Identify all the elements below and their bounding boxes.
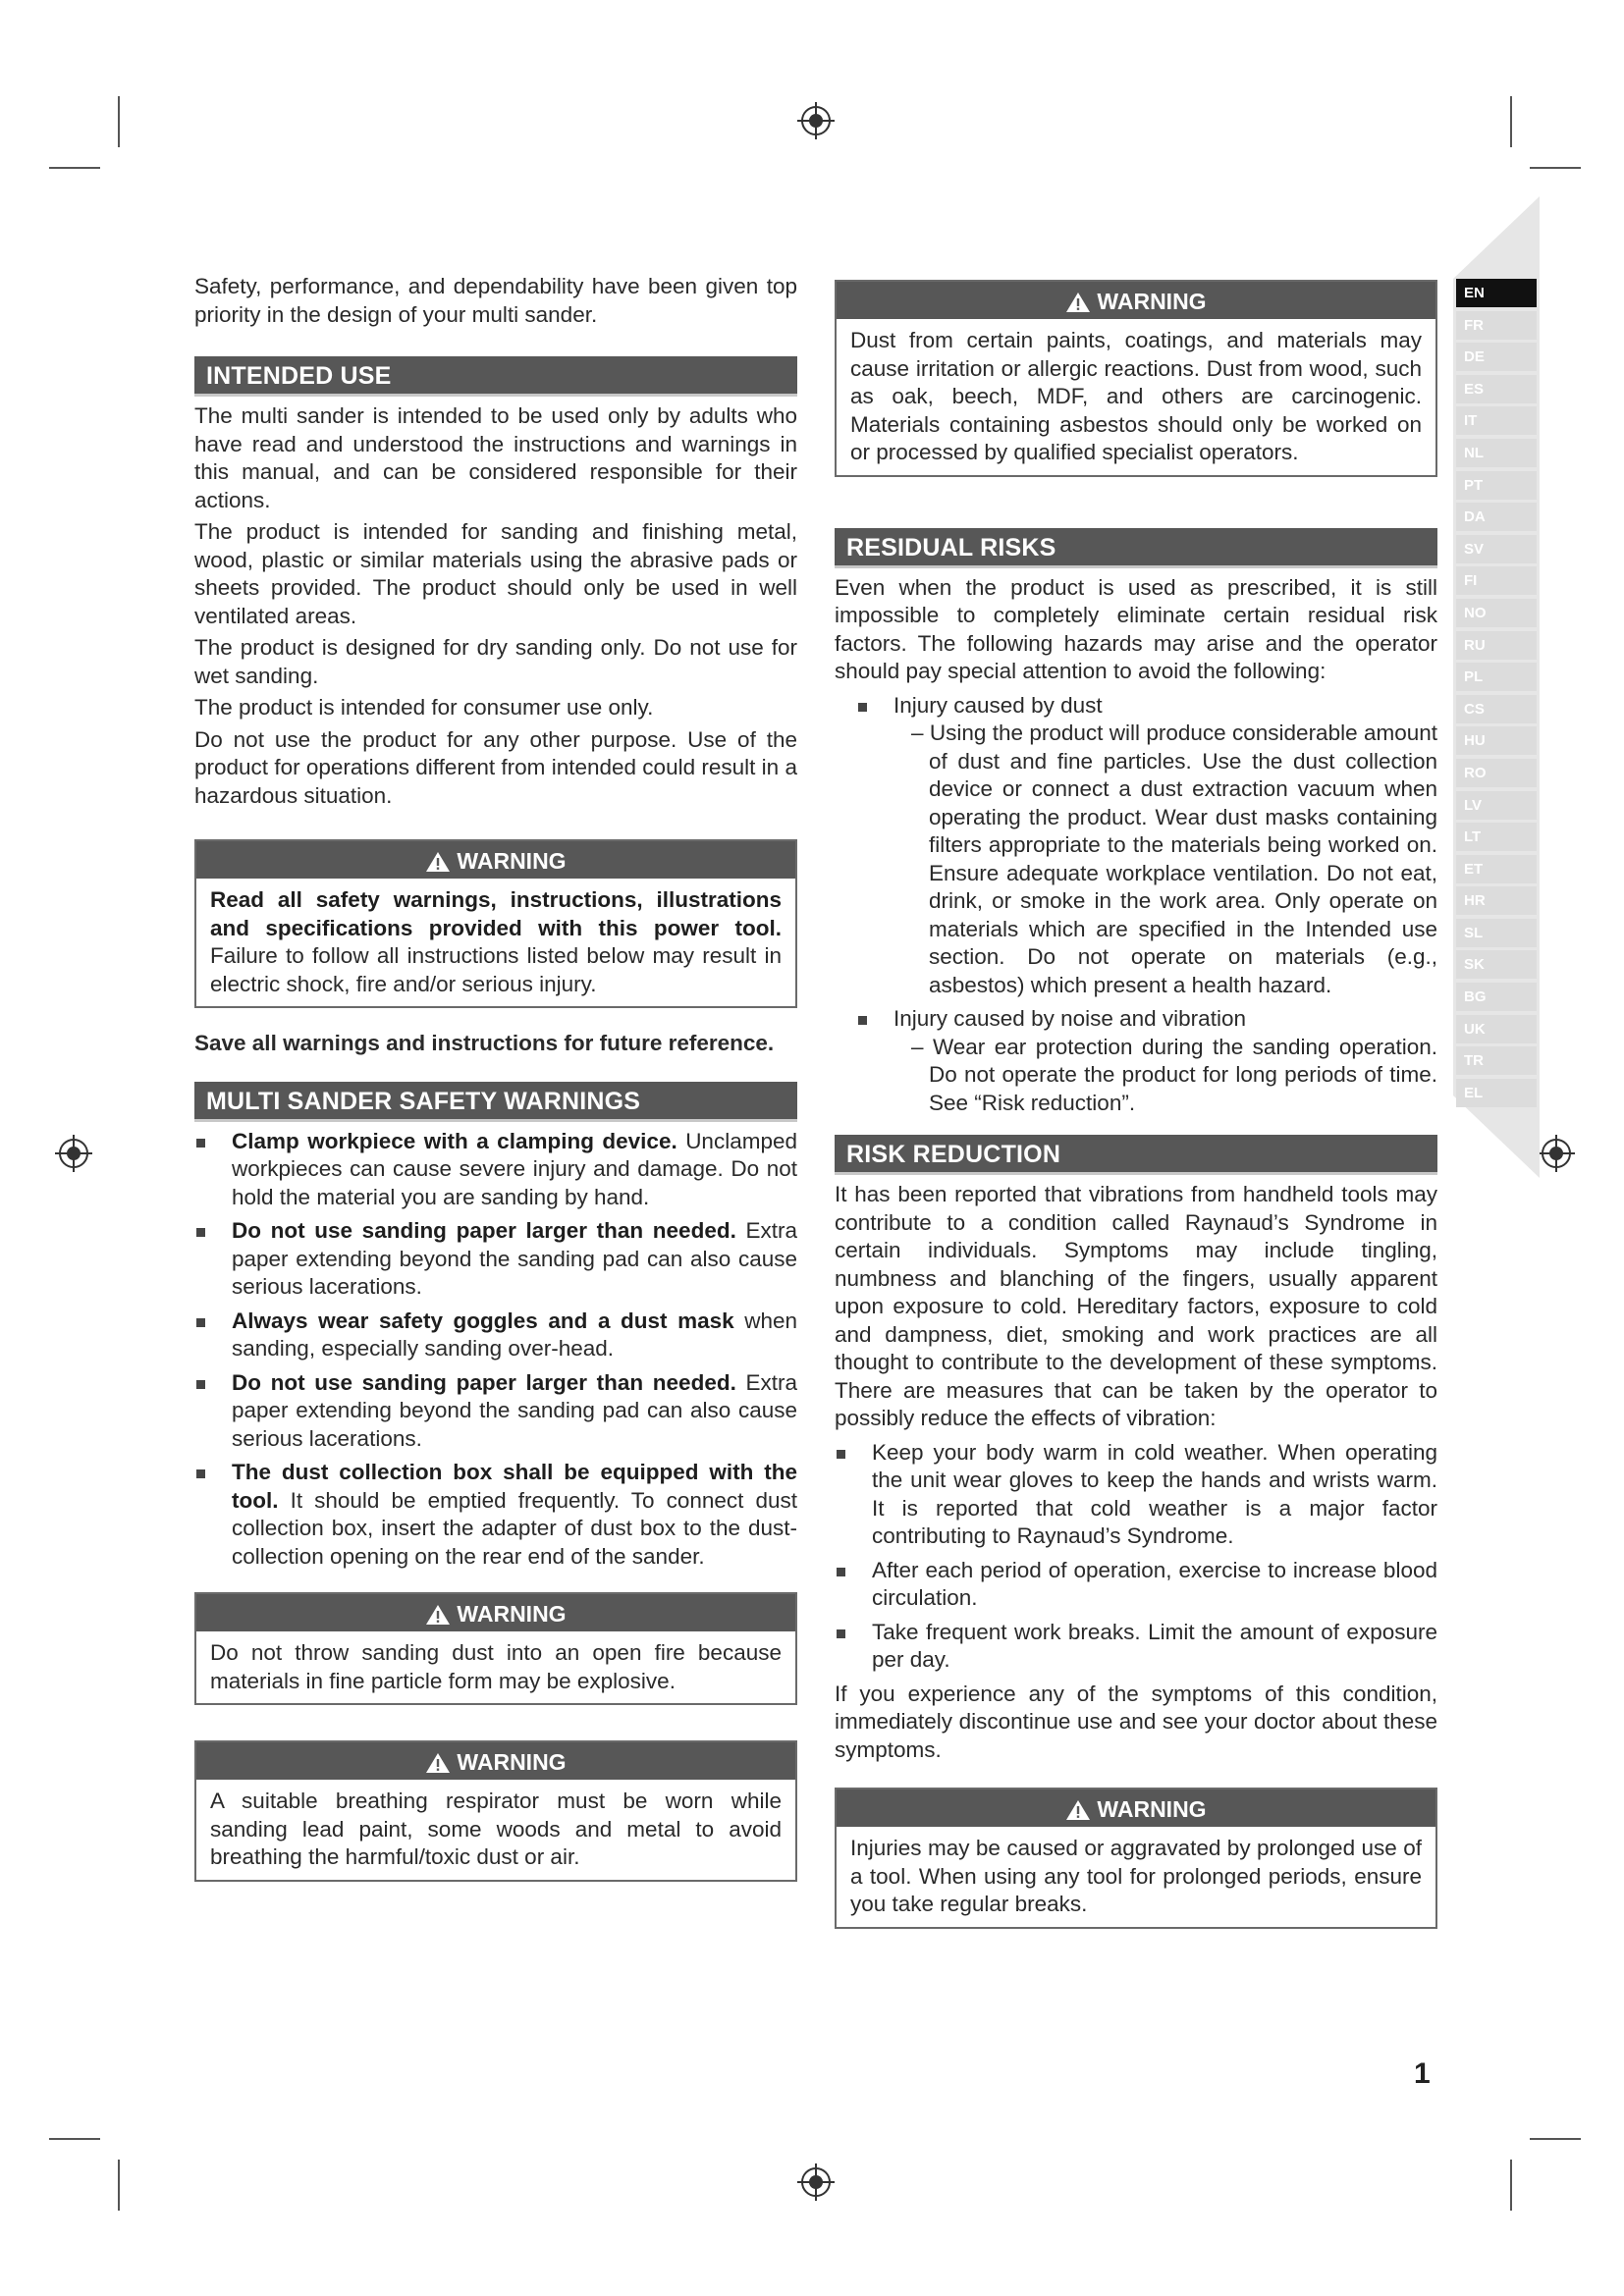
list-item: Keep your body warm in cold weather. When operating the unit wear gloves to keep the hands and wrists warm. It is reported that cold weather is a major factor contributing to Raynaud’s Syndrome. <box>835 1439 1437 1551</box>
warning-triangle-icon <box>1065 1799 1091 1821</box>
language-tab[interactable]: SK <box>1456 950 1537 979</box>
warning-text: A suitable breathing respirator must be worn while sanding lead paint, some woods and metal to avoid breathing the harmful/toxic dust or air. <box>210 1789 782 1869</box>
language-tab[interactable]: NO <box>1456 599 1537 627</box>
registration-mark-icon <box>1538 1135 1575 1172</box>
language-tab[interactable]: RU <box>1456 631 1537 660</box>
language-tab[interactable]: DE <box>1456 343 1537 371</box>
crop-mark <box>1530 167 1581 169</box>
warning-text: Dust from certain paints, coatings, and materials may cause irritation or allergic reactions. Dust from wood, such as oak, beech, MDF, and others are carcinogenic. Materials containing asbestos should only be worked on or processed by qualified specialist operators. <box>850 328 1422 464</box>
paragraph: The product is intended for consumer use only. <box>194 695 654 720</box>
list-item: Take frequent work breaks. Limit the amount of exposure per day. <box>835 1619 1437 1675</box>
language-tab[interactable]: SL <box>1456 919 1537 947</box>
warning-triangle-icon <box>425 851 451 873</box>
language-tab[interactable]: PL <box>1456 663 1537 691</box>
language-tab[interactable]: FR <box>1456 311 1537 340</box>
registration-mark-icon <box>55 1135 92 1172</box>
list-item: Injury caused by noise and vibration – Wear ear protection during the sanding operation. Do not operate the product for long periods of time. See “Risk reduction”. <box>856 1005 1437 1117</box>
right-column <box>835 280 1437 1947</box>
residual-risk-list <box>835 692 1437 1118</box>
paragraph: The product is intended for sanding and finishing metal, wood, plastic or similar materials using the abrasive pads or sheets provided. The product should only be used in well ventilated areas. <box>194 519 797 628</box>
list-item: Do not use sanding paper larger than needed. Extra paper extending beyond the sanding pad can also cause serious lacerations. <box>194 1217 797 1302</box>
list-item-detail: – Using the product will produce considerable amount of dust and fine particles. Use the dust collection device or connect a dust extraction vacuum when operating the product. Wear dust masks containing filters appropriate to the materials being worked on. Ensure adequate workplace ventilation. Do not eat, drink, or smoke in the work area. Only operate on materials which are specified in the Intended use section. Do not operate on materials (e.g., asbestos) which present a health hazard. <box>911 721 1437 997</box>
warning-box <box>194 1592 797 1705</box>
section-heading-intended-use: INTENDED USE <box>194 356 797 397</box>
section-heading-risk-reduction: RISK REDUCTION <box>835 1135 1437 1175</box>
page-number: 1 <box>1414 2057 1431 2090</box>
warning-triangle-icon <box>425 1604 451 1626</box>
crop-mark <box>118 96 120 147</box>
safety-warning-list <box>194 1128 797 1572</box>
language-tab[interactable]: UK <box>1456 1015 1537 1043</box>
language-tab[interactable]: FI <box>1456 566 1537 595</box>
warning-text: Injuries may be caused or aggravated by prolonged use of a tool. When using any tool for prolonged periods, ensure you take regular breaks. <box>850 1836 1422 1916</box>
crop-mark <box>49 2138 100 2140</box>
section-heading-multi-sander-safety: MULTI SANDER SAFETY WARNINGS <box>194 1082 797 1122</box>
language-tabs <box>1456 279 1537 1110</box>
warning-text: Do not throw sanding dust into an open fire because materials in fine particle form may be explosive. <box>210 1640 782 1693</box>
warning-bold-text: Read all safety warnings, instructions, illustrations and specifications provided with this power tool. <box>210 887 782 940</box>
list-item: Injury caused by dust – Using the product will produce considerable amount of dust and fine particles. Use the dust collection device or connect a dust extraction vacuum when operating the product. Wear dust masks containing filters appropriate to the materials being worked on. Ensure adequate workplace ventilation. Do not eat, drink, or smoke in the work area. Only operate on materials which are specified in the Intended use section. Do not operate on materials (e.g., asbestos) which present a health hazard. <box>856 692 1437 1000</box>
language-tab[interactable]: HU <box>1456 726 1537 755</box>
warning-text: Failure to follow all instructions listed below may result in electric shock, fire and/or serious injury. <box>210 943 782 996</box>
paragraph: Do not use the product for any other purpose. Use of the product for operations different from intended could result in a hazardous situation. <box>194 726 797 808</box>
list-item-detail: – Wear ear protection during the sanding operation. Do not operate the product for long periods of time. See “Risk reduction”. <box>911 1034 1437 1115</box>
language-tab[interactable]: HR <box>1456 886 1537 915</box>
warning-triangle-icon <box>1065 292 1091 313</box>
registration-mark-icon <box>797 102 835 139</box>
warning-title: WARNING <box>837 282 1435 319</box>
list-item: Always wear safety goggles and a dust mask when sanding, especially sanding over-head. <box>194 1308 797 1363</box>
warning-box <box>194 1740 797 1882</box>
crop-mark <box>1510 96 1512 147</box>
language-tab[interactable]: IT <box>1456 406 1537 435</box>
list-item: After each period of operation, exercise to increase blood circulation. <box>835 1557 1437 1613</box>
language-tab[interactable]: EN <box>1456 279 1537 307</box>
registration-mark-icon <box>797 2163 835 2201</box>
warning-title: WARNING <box>196 841 795 879</box>
language-tab[interactable]: PT <box>1456 471 1537 500</box>
language-tab[interactable]: ET <box>1456 855 1537 883</box>
paragraph: If you experience any of the symptoms of this condition, immediately discontinue use and see your doctor about these symptoms. <box>835 1681 1437 1762</box>
crop-mark <box>1510 2160 1512 2211</box>
language-tab[interactable]: EL <box>1456 1079 1537 1107</box>
paragraph: The product is designed for dry sanding only. Do not use for wet sanding. <box>194 635 797 688</box>
warning-title: WARNING <box>196 1594 795 1631</box>
risk-reduction-list <box>835 1439 1437 1675</box>
paragraph: Even when the product is used as prescribed, it is still impossible to completely eliminate certain residual risk factors. The following hazards may arise and the operator should pay special attention to avoid the following: <box>835 574 1437 683</box>
paragraph: It has been reported that vibrations from handheld tools may contribute to a condition called Raynaud’s Syndrome in certain individuals. Symptoms may include tingling, numbness and blanching of the fingers, usually apparent upon exposure to cold. Hereditary factors, exposure to cold and dampness, diet, smoking and work practices are all thought to contribute to the development of these symptoms. There are measures that can be taken by the operator to possibly reduce the effects of vibration: <box>835 1182 1437 1430</box>
crop-mark <box>49 167 100 169</box>
language-tab[interactable]: LT <box>1456 823 1537 851</box>
list-item: The dust collection box shall be equipped with the tool. It should be emptied frequently. To connect dust collection box, insert the adapter of dust box to the dust-collection opening on the rear end of the sander. <box>194 1459 797 1571</box>
save-instructions-note: Save all warnings and instructions for future reference. <box>194 1031 775 1055</box>
language-tab[interactable]: LV <box>1456 791 1537 820</box>
language-tab[interactable]: DA <box>1456 503 1537 531</box>
warning-box <box>835 280 1437 477</box>
language-tab[interactable]: BG <box>1456 983 1537 1011</box>
warning-title: WARNING <box>837 1789 1435 1827</box>
intro-paragraph: Safety, performance, and dependability have been given top priority in the design of your multi sander. <box>194 274 797 327</box>
paragraph: The multi sander is intended to be used only by adults who have read and understood the instructions and warnings in this manual, and can be considered responsible for their actions. <box>194 403 797 512</box>
crop-mark <box>118 2160 120 2211</box>
warning-triangle-icon <box>425 1752 451 1774</box>
crop-mark <box>1530 2138 1581 2140</box>
language-tab[interactable]: CS <box>1456 695 1537 723</box>
warning-title: WARNING <box>196 1742 795 1780</box>
language-tab[interactable]: RO <box>1456 759 1537 787</box>
left-column <box>194 273 797 1899</box>
section-heading-residual-risks: RESIDUAL RISKS <box>835 528 1437 568</box>
warning-box <box>835 1788 1437 1929</box>
language-tab[interactable]: NL <box>1456 439 1537 467</box>
list-item: Clamp workpiece with a clamping device. Unclamped workpieces can cause severe injury and damage. Do not hold the material you are sanding by hand. <box>194 1128 797 1212</box>
language-tab[interactable]: TR <box>1456 1046 1537 1075</box>
warning-box <box>194 839 797 1008</box>
list-item: Do not use sanding paper larger than needed. Extra paper extending beyond the sanding pad can also cause serious lacerations. <box>194 1369 797 1454</box>
language-tab[interactable]: SV <box>1456 535 1537 563</box>
language-tab[interactable]: ES <box>1456 375 1537 403</box>
